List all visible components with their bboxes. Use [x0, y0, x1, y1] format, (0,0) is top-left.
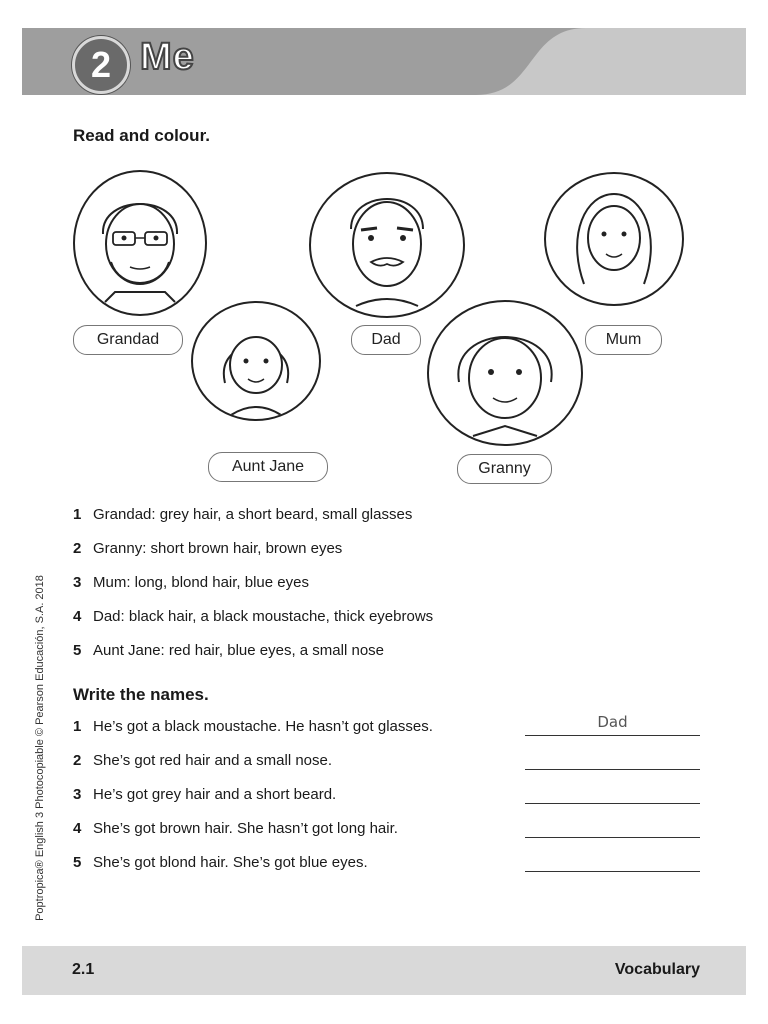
- dad-portrait: [309, 172, 465, 318]
- header-decoration: [416, 28, 746, 95]
- sentence-list: [73, 718, 433, 888]
- list-item: 4 Dad: black hair, a black moustache, thick eyebrows: [73, 608, 434, 625]
- label-mum: Mum: [585, 325, 662, 355]
- label-aunt-jane: Aunt Jane: [208, 452, 328, 482]
- label-granny: Granny: [457, 454, 552, 484]
- list-item: 5 Aunt Jane: red hair, blue eyes, a small nose: [73, 642, 385, 659]
- footer-section-label: Vocabulary: [614, 961, 700, 978]
- section-title-write-names: Write the names.: [73, 685, 209, 704]
- list-item: 1 Grandad: grey hair, a short beard, small glasses: [73, 506, 413, 523]
- answer-field-1[interactable]: Dad: [525, 713, 700, 736]
- list-item: 3 Mum: long, blond hair, blue eyes: [73, 574, 309, 591]
- list-item: 5 She’s got blond hair. She’s got blue eyes.: [73, 854, 368, 871]
- answer-field-5[interactable]: [525, 849, 700, 872]
- section-title-read-colour: Read and colour.: [73, 126, 210, 145]
- mum-portrait: [544, 172, 684, 306]
- list-item: 4 She’s got brown hair. She hasn’t got long hair.: [73, 820, 398, 837]
- granny-portrait: [427, 300, 583, 446]
- answer-field-2[interactable]: [525, 747, 700, 770]
- list-item: 3 He’s got grey hair and a short beard.: [73, 786, 337, 803]
- page-number: 2.1: [72, 961, 95, 978]
- description-list: [73, 506, 433, 676]
- unit-number-badge: 2: [72, 36, 130, 94]
- list-item: 1 He’s got a black moustache. He hasn’t got glasses.: [73, 718, 433, 735]
- list-item: 2 She’s got red hair and a small nose.: [73, 752, 333, 769]
- label-dad: Dad: [351, 325, 421, 355]
- label-grandad: Grandad: [73, 325, 183, 355]
- aunt-jane-portrait: [191, 301, 321, 421]
- list-item: 2 Granny: short brown hair, brown eyes: [73, 540, 343, 557]
- answer-field-3[interactable]: [525, 781, 700, 804]
- grandad-portrait: [73, 170, 207, 316]
- unit-header: [22, 28, 746, 95]
- page-footer: [22, 946, 746, 995]
- copyright-notice: Poptropica® English 3 Photocopiable © Pearson Educación, S.A. 2018: [34, 575, 46, 921]
- unit-title: Me: [140, 36, 195, 78]
- answer-field-4[interactable]: [525, 815, 700, 838]
